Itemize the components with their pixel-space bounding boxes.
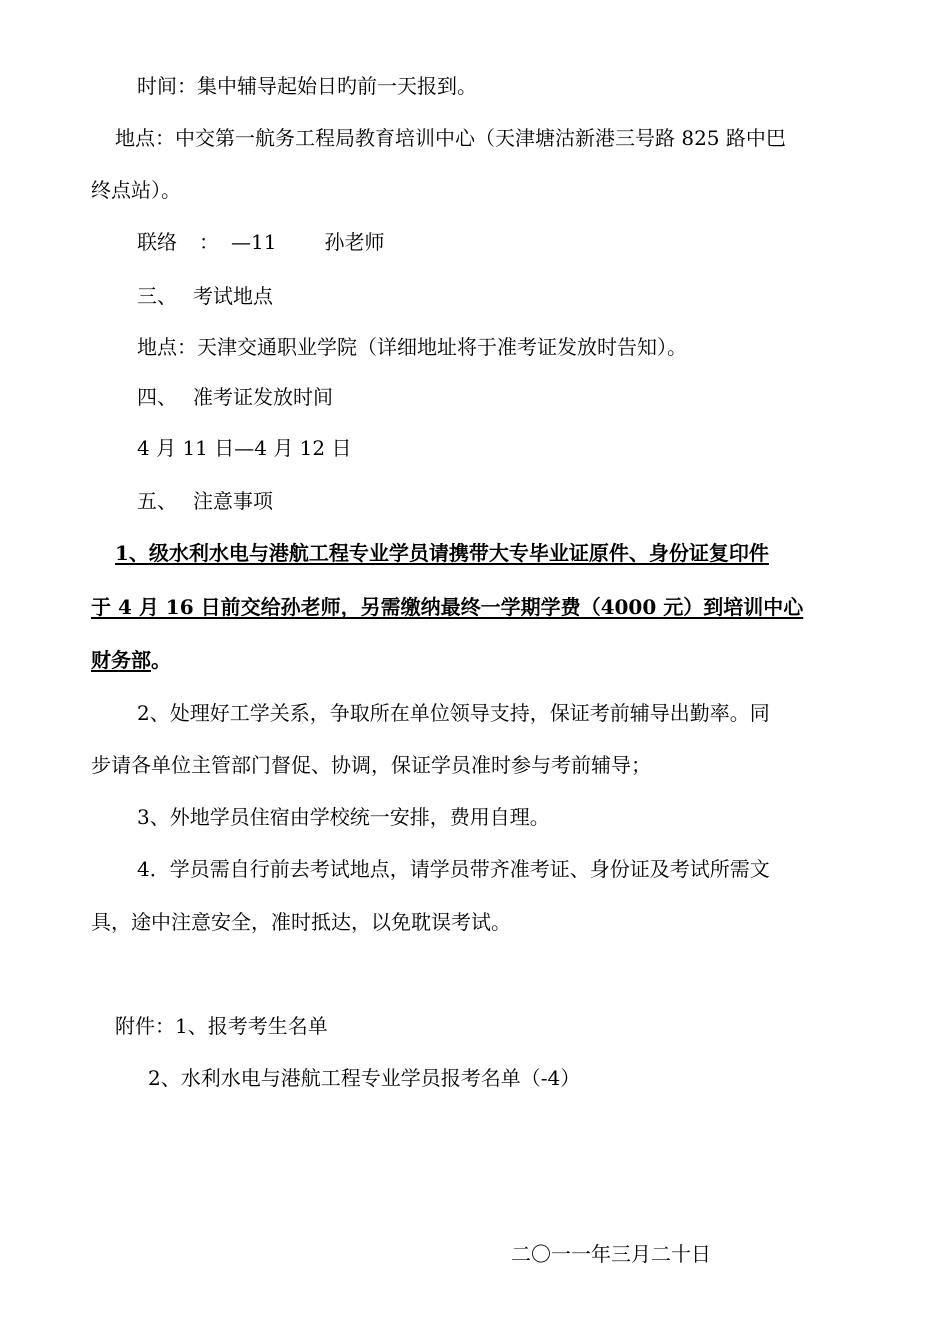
location-line-1: 地点：中交第一航务工程局教育培训中心（天津塘沽新港三号路 825 路中巴 [115,126,786,150]
note-4-line-1: 4．学员需自行前去考试地点，请学员带齐准考证、身份证及考试所需文 [137,857,770,881]
note-1-line-2: 于 4 月 16 日前交给孙老师，另需缴纳最终一学期学费（4000 元）到培训中心 [91,595,804,619]
section-5-title: 注意事项 [193,489,273,513]
note-2-line-1: 2、处理好工学关系，争取所在单位领导支持，保证考前辅导出勤率。同 [137,701,770,725]
attachments-line-2: 2、水利水电与港航工程专业学员报考名单（-4） [148,1066,581,1090]
contact-colon: ： [199,230,219,254]
note-1-line-3 [91,646,171,674]
note-1-period: 。 [151,648,171,672]
contact-person: 孙老师 [324,230,385,254]
section-5-heading [137,487,273,515]
attachments-line-1: 附件：1、报考考生名单 [115,1014,328,1038]
contact-phone: —11 [231,230,277,254]
note-1-line-1: 1、级水利水电与港航工程专业学员请携带大专毕业证原件、身份证复印件 [115,541,769,565]
section-3-number: 三、 [137,284,177,308]
section-4-heading [137,383,333,411]
location-line-2: 终点站）。 [91,178,181,202]
note-4-line-2: 具，途中注意安全，准时抵达，以免耽误考试。 [91,910,511,934]
contact-label: 联络 [137,230,177,254]
note-3: 3、外地学员住宿由学校统一安排，费用自理。 [137,805,550,829]
exam-location: 地点：天津交通职业学院（详细地址将于准考证发放时告知）。 [137,335,687,359]
time-line: 时间：集中辅导起始日旳前一天报到。 [137,74,477,98]
document-date: 二〇一一年三月二十日 [511,1242,711,1266]
section-4-number: 四、 [137,385,177,409]
section-3-heading [137,282,273,310]
section-5-number: 五、 [137,489,177,513]
note-1-finance-dept: 财务部 [91,648,151,672]
note-2-line-2: 步请各单位主管部门督促、协调，保证学员准时参与考前辅导； [91,753,651,777]
section-3-title: 考试地点 [193,284,273,308]
ticket-dates: 4 月 11 日—4 月 12 日 [137,436,352,460]
contact-line [137,228,384,256]
section-4-title: 准考证发放时间 [193,385,333,409]
